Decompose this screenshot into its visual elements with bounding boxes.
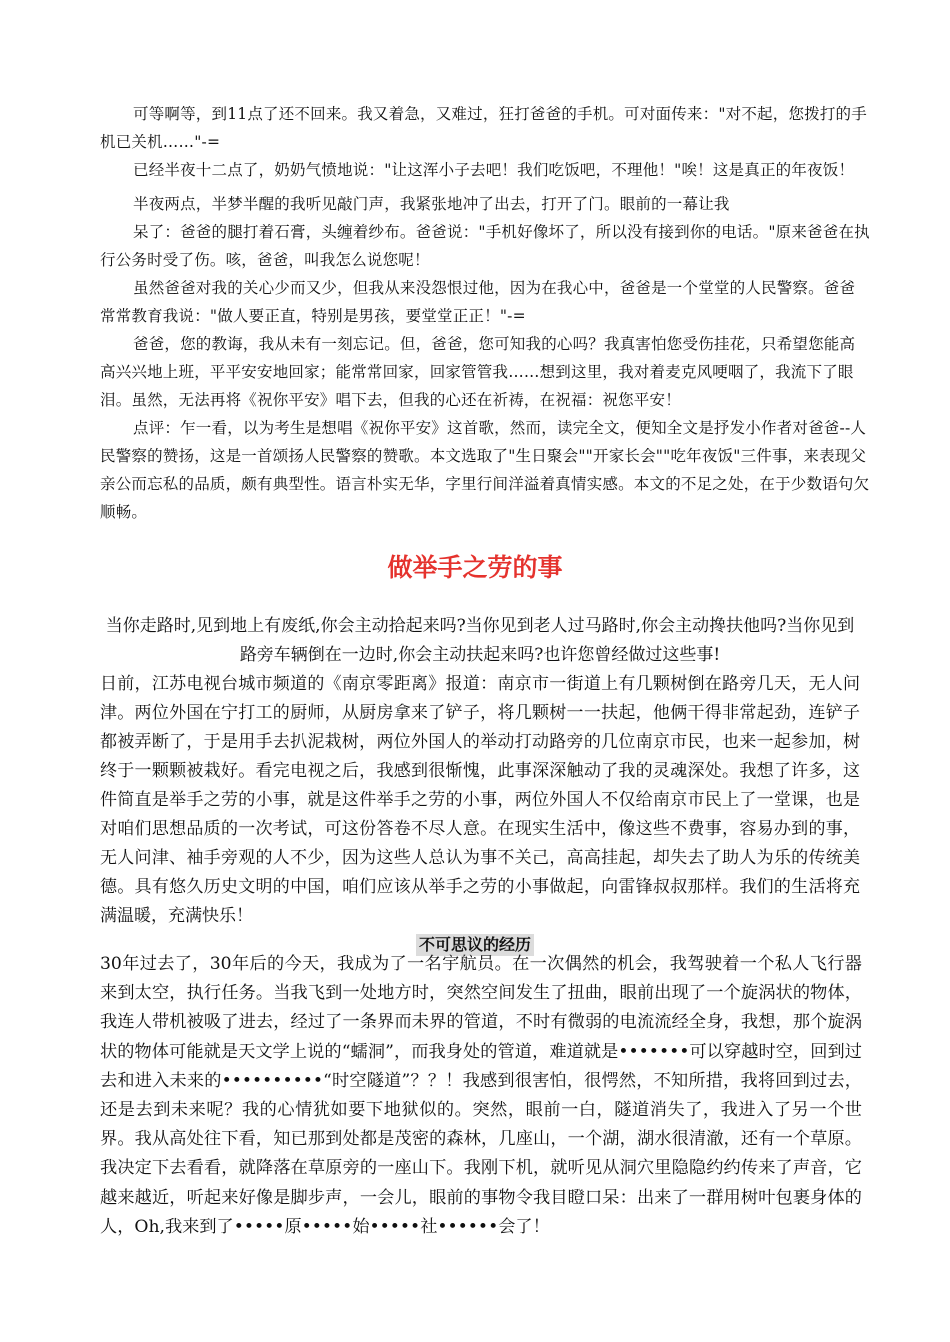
body-paragraph: 日前，江苏电视台城市频道的《南京零距离》报道：南京市一街道上有几颗树倒在路旁几天，无人问津。两位外国在宁打工的厨师，从厨房拿来了铲子，将几颗树一一扶起，他俩干得非常起劲，连铲子都被弄断了，于是用手去扒泥栽树，两位外国人的举动打动路旁的几位南京市民，也来一起参加，树终于一颗颗被栽好。看完电视之后，我感到很惭愧，此事深深触动了我的灵魂深处。我想了许多，这件简直是举手之劳的小事，就是这件举手之劳的小事，两位外国人不仅给南京市民上了一堂课，也是对咱们思想品质的一次考试，可这份答卷不尽人意。在现实生活中，像这些不费事，容易办到的事，无人问津、袖手旁观的人不少，因为这些人总认为事不关己，高高挂起，却失去了助人为乐的传统美德。具有悠久历史文明的中国，咱们应该从举手之劳的小事做起，向雷锋叔叔那样。我们的生活将充满温暖，充满快乐！	[100, 674, 860, 926]
comment-paragraph: 点评：乍一看，以为考生是想唱《祝你平安》这首歌，然而，读完全文，便知全文是抒发小作者对爸爸--人民警察的赞扬，这是一首颂扬人民警察的赞歌。本文选取了"生日聚会""开家长会""吃年夜饭"三件事，来表现父亲公而忘私的品质，颇有典型性。语言朴实无华，字里行间洋溢着真情实感。本文的不足之处，在于少数语句欠顺畅。	[100, 419, 870, 521]
subtitle-text: 不可思议的经历	[416, 934, 534, 956]
story-paragraph: 30年过去了，30年后的今天，我成为了一名宇航员。在一次偶然的机会，我驾驶着一个私人飞行器来到太空，执行任务。当我飞到一处地方时，突然空间发生了扭曲，眼前出现了一个旋涡状的物体，我连人带机被吸了进去，经过了一条界而未界的管道，不时有微弱的电流流经全身，我想，那个旋涡状的物体可能就是天文学上说的“蠕洞”，而我身处的管道，难道就是•••••••可以穿越时空，回到过去和进入未来的••••••••••“时空隧道”？？！我感到很害怕，很愕然，不知所措，我将回到过去，还是去到未来呢？我的心情犹如要下地狱似的。突然，眼前一白，隧道消失了，我进入了另一个世界。我从高处往下看，知已那到处都是茂密的森林，几座山，一个湖，湖水很清澈，还有一个草原。我决定下去看看，就降落在草原旁的一座山下。我刚下机，就听见从洞穴里隐隐约约传来了声音，它越来越近，听起来好像是脚步声，一会儿，眼前的事物令我目瞪口呆：出来了一群用树叶包裹身体的人，Oh,我来到了•••••原•••••始•••••社••••••会了！	[100, 954, 862, 1237]
paragraph-2: 已经半夜十二点了，奶奶气愤地说："让这浑小子去吧！我们吃饭吧，不理他！"唉！这是真正的年夜饭！	[133, 161, 855, 179]
essay-section-3	[100, 950, 862, 1242]
paragraph-5: 虽然爸爸对我的关心少而又少，但我从来没怨恨过他，因为在我心中，爸爸是一个堂堂的人民警察。爸爸常常教育我说："做人要正直，特别是男孩，要堂堂正正！"-=	[100, 279, 856, 325]
intro-paragraph: 当你走路时,见到地上有废纸,你会主动拾起来吗?当你见到老人过马路时,你会主动搀扶他吗?当你见到路旁车辆倒在一边时,你会主动扶起来吗?也许您曾经做过这些事!	[105, 616, 855, 665]
essay-section-2	[100, 612, 860, 931]
essay-title: 做举手之劳的事	[387, 553, 563, 582]
paragraph-1: 可等啊等，到11点了还不回来。我又着急，又难过，狂打爸爸的手机。可对面传来："对不起，您拨打的手机已关机……"-=	[100, 105, 867, 151]
essay-section	[100, 100, 870, 526]
paragraph-4: 呆了：爸爸的腿打着石膏，头缠着纱布。爸爸说："手机好像坏了，所以没有接到你的电话。"原来爸爸在执行公务时受了伤。咳，爸爸，叫我怎么说您呢！	[100, 223, 870, 269]
paragraph-3: 半夜两点，半梦半醒的我听见敲门声，我紧张地冲了出去，打开了门。眼前的一幕让我	[133, 195, 730, 213]
paragraph-6: 爸爸，您的教诲，我从未有一刻忘记。但，爸爸，您可知我的心吗？我真害怕您受伤挂花，只希望您能高高兴兴地上班，平平安安地回家；能常常回家，回家管管我……想到这里，我对着麦克风哽咽了，我流下了眼泪。虽然，无法再将《祝你平安》唱下去，但我的心还在祈祷，在祝福：祝您平安！	[100, 335, 856, 409]
